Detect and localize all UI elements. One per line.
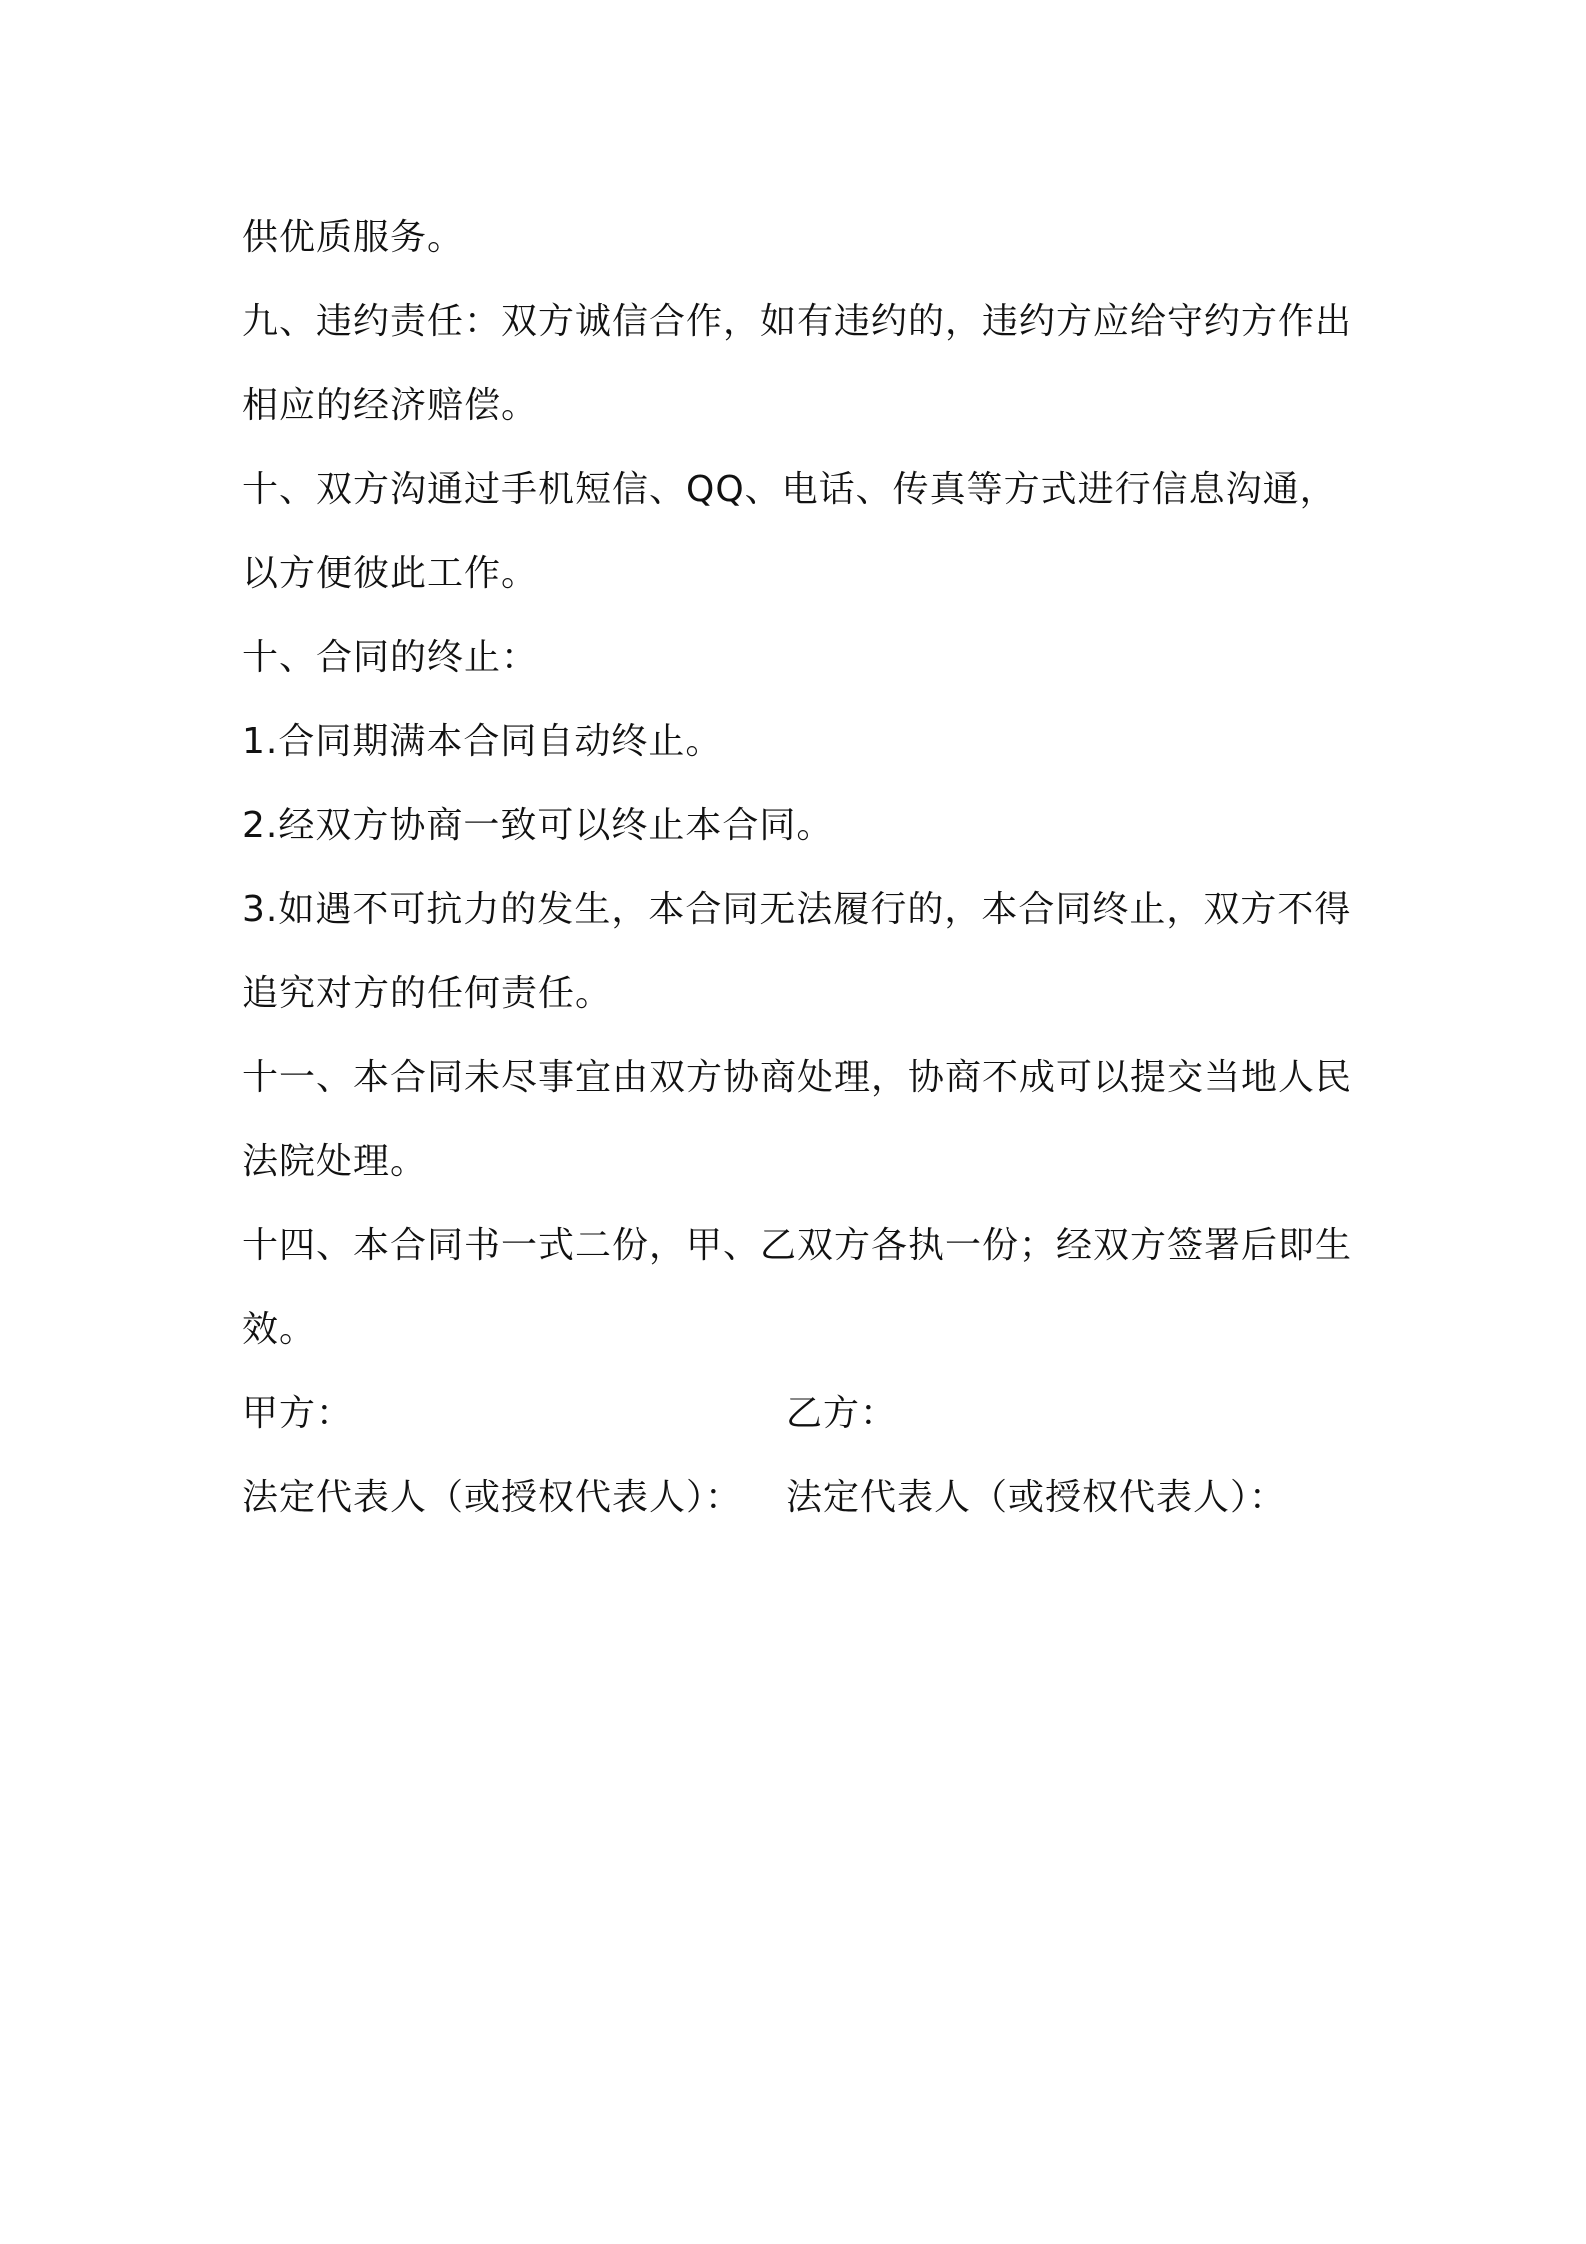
paragraph-termination-item-2: 2.经双方协商一致可以终止本合同。 — [242, 805, 834, 846]
party-a-label: 甲方： — [242, 1393, 354, 1434]
paragraph-breach-liability: 九、违约责任：双方诚信合作，如有违约的，违约方应给守约方作出相应的经济赔偿。 — [242, 301, 1353, 426]
paragraph-service-continuation: 供优质服务。 — [242, 217, 465, 258]
paragraph-communication: 十、双方沟通过手机短信、QQ、电话、传真等方式进行信息沟通，以方便彼此工作。 — [242, 469, 1337, 594]
paragraph-termination-item-1: 1.合同期满本合同自动终止。 — [242, 721, 723, 762]
party-b-representative-label: 法定代表人（或授权代表人）： — [786, 1477, 1287, 1518]
contract-body — [242, 196, 1362, 1540]
paragraph-copies-effectiveness: 十四、本合同书一式二份，甲、乙双方各执一份；经双方签署后即生效。 — [242, 1225, 1353, 1350]
paragraph-termination-heading: 十、合同的终止： — [242, 637, 539, 678]
paragraph-termination-item-3: 3.如遇不可抗力的发生，本合同无法履行的，本合同终止，双方不得追究对方的任何责任。 — [242, 889, 1352, 1014]
signature-representative-row — [242, 1456, 1362, 1540]
party-a-representative-label: 法定代表人（或授权代表人）： — [242, 1477, 743, 1518]
signature-party-row — [242, 1372, 1362, 1456]
party-b-label: 乙方： — [786, 1393, 898, 1434]
paragraph-unresolved-matters: 十一、本合同未尽事宜由双方协商处理，协商不成可以提交当地人民法院处理。 — [242, 1057, 1353, 1182]
